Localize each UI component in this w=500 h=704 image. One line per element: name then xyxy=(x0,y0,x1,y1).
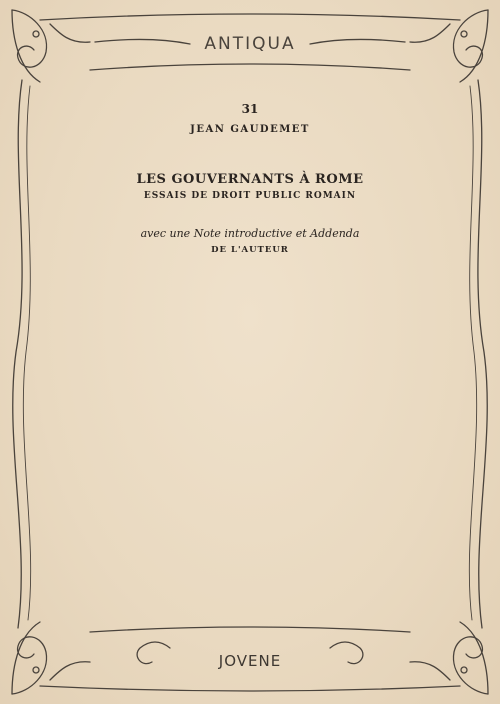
top-band-line xyxy=(40,14,460,20)
book-title: LES GOUVERNANTS À ROME xyxy=(136,172,364,187)
note-addenda: Addenda xyxy=(310,227,360,240)
title-block xyxy=(0,102,500,255)
top-lower-line xyxy=(90,64,410,70)
bottom-upper-line xyxy=(90,627,410,632)
note-by-author: DE L'AUTEUR xyxy=(211,245,289,255)
publisher-name: JOVENE xyxy=(218,652,282,670)
note-prefix: avec une xyxy=(140,227,191,240)
book-subtitle: ESSAIS DE DROIT PUBLIC ROMAIN xyxy=(143,191,357,201)
author-name: JEAN GAUDEMET xyxy=(190,124,310,135)
bottom-band-line xyxy=(40,686,460,691)
volume-number: 31 xyxy=(241,102,259,116)
note-introductive: Note introductive xyxy=(193,227,293,240)
note-line xyxy=(0,227,500,243)
note-et: et xyxy=(295,227,307,240)
series-title: ANTIQUA xyxy=(204,34,296,54)
